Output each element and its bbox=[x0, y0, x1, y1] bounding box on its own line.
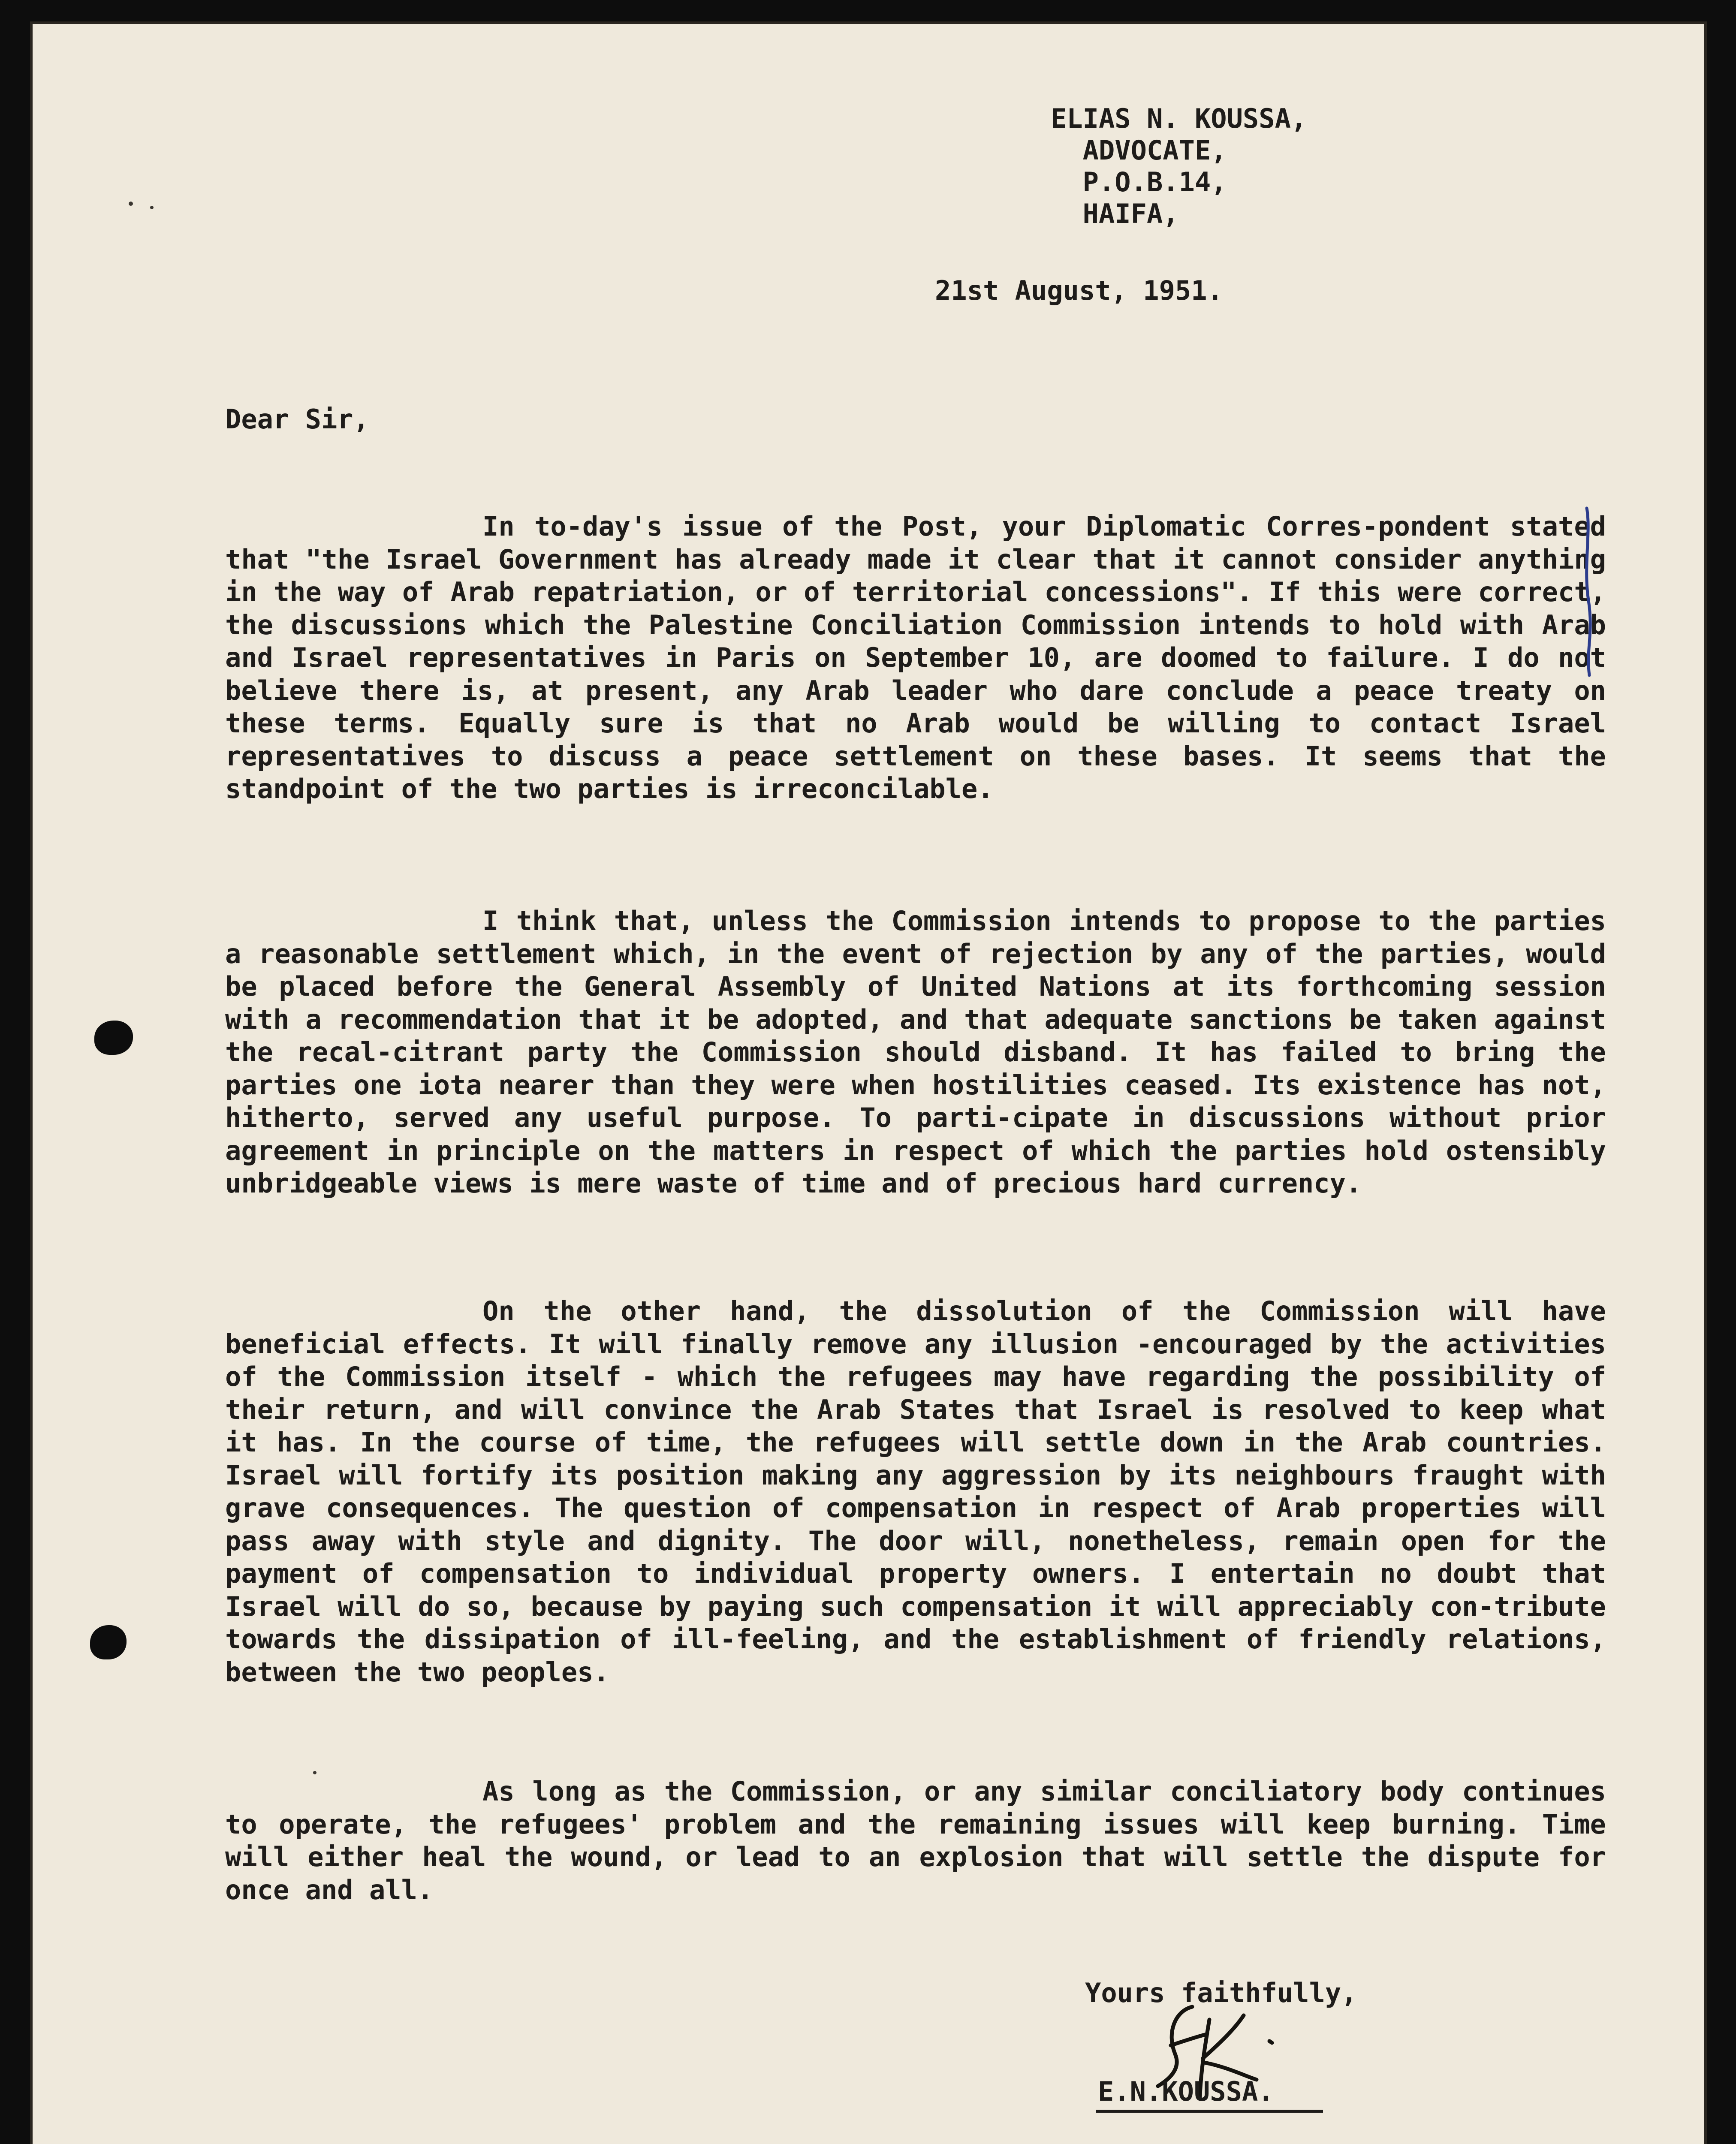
sender-line: P.O.B.14, bbox=[1051, 166, 1227, 198]
closing: Yours faithfully, bbox=[1085, 1977, 1357, 2008]
salutation: Dear Sir, bbox=[225, 404, 369, 435]
sender-line: ELIAS N. KOUSSA, bbox=[1051, 103, 1307, 134]
paper-speck bbox=[150, 206, 154, 209]
sender-line: HAIFA, bbox=[1051, 198, 1179, 229]
sender-line: ADVOCATE, bbox=[1051, 135, 1227, 166]
signature-name: E.N.KOUSSA. bbox=[1098, 2076, 1274, 2107]
body-paragraph-1: In to-day's issue of the Post, your Diplomatic Corres-pondent stated that "the Israel Government has already made it clear that it cannot consider anything in the way of Arab repatriation, or of territorial concessions". If this were correct, the discussions which the Palestine Conciliation Commission intends to hold with Arab and Israel representatives in Paris on September 10, are doomed to failure. I do not believe there is, at present, any Arab leader who dare conclude a peace treaty on these terms. Equally sure is that no Arab would be willing to contact Israel representatives to discuss a peace settlement on these bases. It seems that the standpoint of the two parties is irreconcilable. bbox=[225, 511, 1606, 804]
paper-speck bbox=[313, 1771, 316, 1774]
sender-block bbox=[1051, 103, 1307, 230]
margin-pen-mark bbox=[1574, 506, 1600, 678]
letter-date: 21st August, 1951. bbox=[935, 275, 1223, 306]
signature-underline bbox=[1096, 2110, 1323, 2113]
body-paragraph-2: I think that, unless the Commission intends to propose to the parties a reasonable settlement which, in the event of rejection by any of the parties, would be placed before the General Assembly of United Nations at its forthcoming session with a recommendation that it be adopted, and that adequate sanctions be taken against the recal-citrant party the Commission should disband. It has failed to bring the parties one iota nearer than they were when hostilities ceased. Its existence has not, hitherto, served any useful purpose. To parti-cipate in discussions without prior agreement in principle on the matters in respect of which the parties hold ostensibly unbridgeable views is mere waste of time and of precious hard currency. bbox=[225, 905, 1606, 1199]
letter-sheet bbox=[30, 21, 1707, 2144]
body-paragraph-4: As long as the Commission, or any similar conciliatory body continues to operate, the refugees' problem and the remaining issues will keep burning. Time will either heal the wound, or lead to an explosion that will settle the dispute for once and all. bbox=[225, 1776, 1606, 1906]
body-paragraph-3: On the other hand, the dissolution of the Commission will have beneficial effects. It will finally remove any illusion -encouraged by the activities of the Commission itself - which the refugees may have regarding the possibility of their return, and will convince the Arab States that Israel is resolved to keep what it has. In the course of time, the refugees will settle down in the Arab countries. Israel will fortify its position making any aggression by its neighbours fraught with grave consequences. The question of compensation in respect of Arab properties will pass away with style and dignity. The door will, nonetheless, remain open for the payment of compensation to individual property owners. I entertain no doubt that Israel will do so, because by paying such compensation it will appreciably con-tribute towards the dissipation of ill-feeling, and the establishment of friendly relations, between the two peoples. bbox=[225, 1295, 1606, 1688]
punch-hole bbox=[94, 1021, 133, 1055]
punch-hole bbox=[90, 1625, 127, 1659]
paper-speck bbox=[129, 202, 133, 206]
